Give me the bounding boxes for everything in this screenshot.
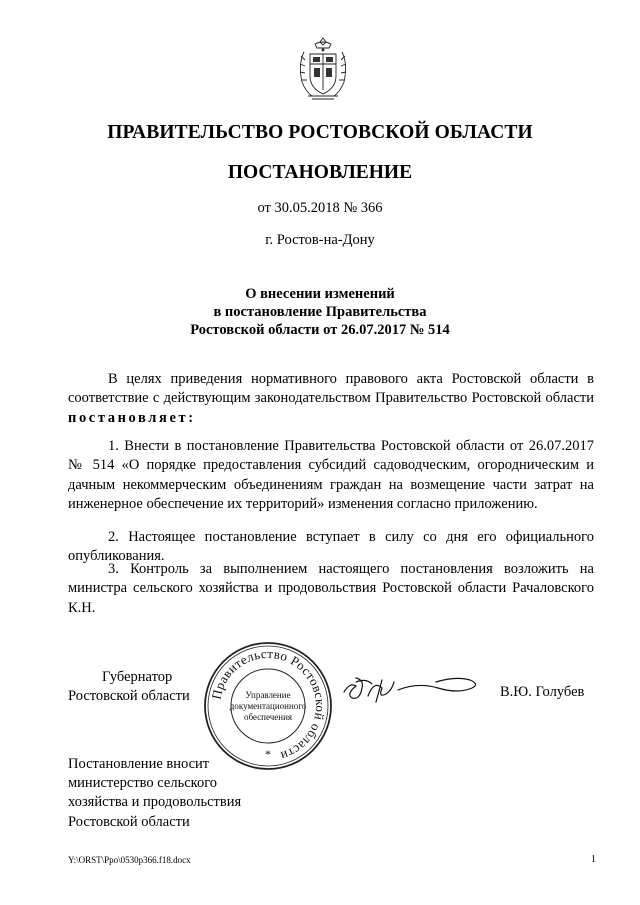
handwritten-signature: [338, 670, 484, 710]
seal-inner-line: Управление: [245, 690, 291, 700]
coat-of-arms-emblem: [296, 36, 350, 102]
document-city: г. Ростов-на-Дону: [265, 232, 375, 248]
subject-line: Ростовской области от 26.07.2017 № 514: [190, 322, 450, 338]
submitter-line: министерство сельского: [68, 775, 218, 792]
signatory-title-line: Ростовской области: [68, 688, 190, 704]
seal-star: *: [265, 747, 271, 761]
submitter-note: [68, 755, 308, 832]
submitter-line: Постановление вносит: [68, 756, 210, 772]
preamble-paragraph: [68, 370, 594, 428]
submitter-line: Ростовской области: [68, 813, 190, 830]
decree-word: постановляет:: [68, 409, 196, 426]
seal-ring-text: Правительство Ростовской области: [208, 645, 329, 765]
submitter-line: хозяйства и продовольствия: [68, 794, 242, 811]
page-number: 1: [591, 854, 596, 865]
subject-line: в постановление Правительства: [213, 304, 427, 320]
preamble-text: В целях приведения нормативного правового акта Ростовской области в соответствие с действующим законодательством Правительство Ростовской области: [68, 371, 594, 407]
decree-item-3: [68, 560, 594, 618]
document-type: ПОСТАНОВЛЕНИЕ: [227, 162, 413, 183]
signatory-name: В.Ю. Голубев: [500, 684, 585, 700]
decree-item-text: 2. Настоящее постановление вступает в силу со дня его официального опубликования.: [68, 529, 594, 565]
signatory-title-line: Губернатор: [102, 669, 173, 685]
decree-item-text: 3. Контроль за выполнением настоящего постановления возложить на министра сельского хозяйства и продовольствия Ростовской области Рачаловского К.Н.: [68, 561, 594, 616]
seal-inner-line: обеспечения: [243, 712, 293, 722]
footer-file-path: Y:\ORST\Ppo\0530p366.f18.docx: [68, 855, 191, 865]
official-seal: [202, 640, 334, 772]
subject-line: О внесении изменений: [245, 286, 395, 302]
seal-inner-line: документационного: [229, 701, 307, 711]
document-subject: [0, 285, 640, 339]
decree-item-1: [68, 437, 594, 515]
organization-title: ПРАВИТЕЛЬСТВО РОСТОВСКОЙ ОБЛАСТИ: [107, 122, 533, 143]
document-date-number: от 30.05.2018 № 366: [257, 200, 383, 216]
decree-item-text: 1. Внести в постановление Правительства Ростовской области от 26.07.2017 № 514 «О порядке предоставления субсидий садоводческим, огородническим и дачным некоммерческим объединениям граждан на возмещение части затрат на инженерное обеспечение их территорий» изменения согласно приложению.: [68, 438, 594, 513]
